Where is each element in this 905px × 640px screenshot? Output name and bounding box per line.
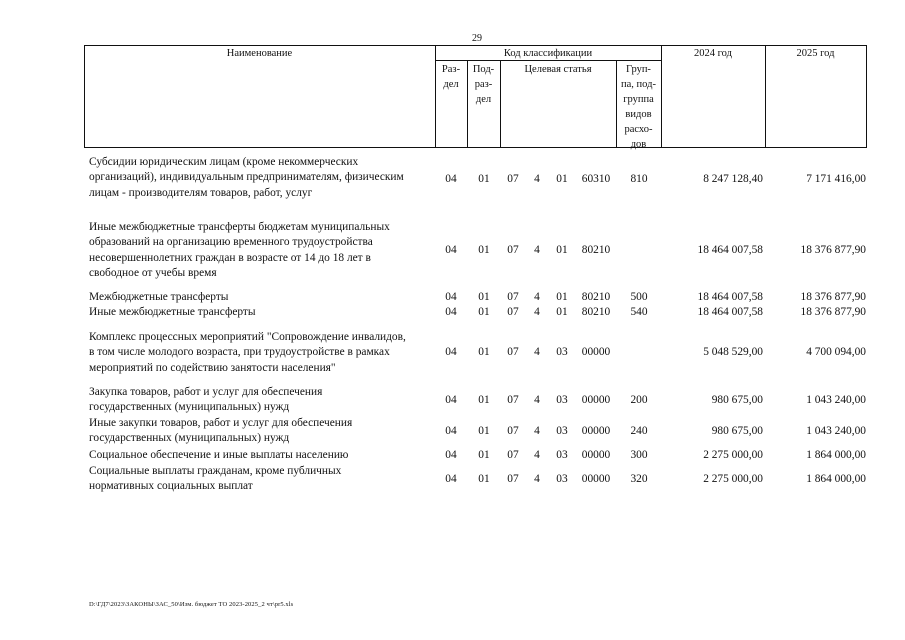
amount-2025: 18 376 877,90 <box>800 291 866 303</box>
table-row <box>0 155 905 201</box>
row-name: Иные межбюджетные трансферты <box>89 306 256 318</box>
amount-2025: 18 376 877,90 <box>800 244 866 256</box>
target-part-4: 80210 <box>581 244 611 256</box>
header-podrazdel: Под- раз- дел <box>472 64 495 105</box>
target-part-4: 00000 <box>581 473 611 485</box>
razdel: 04 <box>445 244 457 256</box>
podrazdel: 01 <box>478 244 490 256</box>
amount-2025: 1 864 000,00 <box>806 473 866 485</box>
target-part-3: 03 <box>556 449 568 461</box>
table-row <box>0 220 905 282</box>
target-part-2: 4 <box>534 291 540 303</box>
amount-2025: 7 171 416,00 <box>806 173 866 185</box>
razdel: 04 <box>445 394 457 406</box>
header-2025: 2025 год <box>796 48 835 59</box>
razdel: 04 <box>445 306 457 318</box>
podrazdel: 01 <box>478 346 490 358</box>
group-code: 200 <box>630 394 648 406</box>
target-part-1: 07 <box>507 306 519 318</box>
podrazdel: 01 <box>478 425 490 437</box>
header-target: Целевая статья <box>524 64 592 75</box>
target-part-1: 07 <box>507 449 519 461</box>
header-group: Груп- па, под- группа видов расхо- дов <box>621 64 656 150</box>
razdel: 04 <box>445 425 457 437</box>
table-row <box>0 448 905 464</box>
target-part-1: 07 <box>507 291 519 303</box>
amount-2024: 8 247 128,40 <box>703 173 763 185</box>
target-part-4: 80210 <box>581 291 611 303</box>
header-2024: 2024 год <box>694 48 732 59</box>
podrazdel: 01 <box>478 473 490 485</box>
table-row <box>0 385 905 416</box>
row-name: Иные межбюджетные трансферты бюджетам муниципальных образований на организацию временного трудоустройства несовершеннолетних граждан в возрасте от 14 до 18 лет в свободное от учебы время <box>89 221 390 279</box>
razdel: 04 <box>445 346 457 358</box>
target-part-2: 4 <box>534 425 540 437</box>
podrazdel: 01 <box>478 306 490 318</box>
header-razdel: Раз- дел <box>441 64 461 90</box>
podrazdel: 01 <box>478 173 490 185</box>
target-part-3: 01 <box>556 244 568 256</box>
file-path-footer: D:\ГД7\2023\ЗАКОНЫ\ЗАС_50\Изм. бюджет ТО 2023-2025_2 чт\pr5.xls <box>89 601 294 608</box>
page-number: 29 <box>472 33 482 44</box>
target-part-1: 07 <box>507 346 519 358</box>
target-part-3: 03 <box>556 346 568 358</box>
group-code: 810 <box>630 173 648 185</box>
row-name: Комплекс процессных мероприятий "Сопровождение инвалидов, в том числе молодого возраста, при трудоустройстве в рамках мероприятий по содействию занятости населения" <box>89 331 406 374</box>
amount-2024: 980 675,00 <box>711 394 763 406</box>
row-name: Субсидии юридическим лицам (кроме некоммерческих организаций), индивидуальным предпринимателям, физическим лицам - производителям товаров, работ, услуг <box>89 156 404 199</box>
row-name: Социальное обеспечение и иные выплаты населению <box>89 449 349 461</box>
amount-2025: 4 700 094,00 <box>806 346 866 358</box>
target-part-4: 60310 <box>581 173 611 185</box>
amount-2024: 18 464 007,58 <box>697 244 763 256</box>
row-name: Закупка товаров, работ и услуг для обеспечения государственных (муниципальных) нужд <box>89 386 323 414</box>
target-part-2: 4 <box>534 306 540 318</box>
target-part-2: 4 <box>534 173 540 185</box>
group-code: 300 <box>630 449 648 461</box>
table-row <box>0 290 905 306</box>
row-name: Иные закупки товаров, работ и услуг для обеспечения государственных (муниципальных) нужд <box>89 417 353 445</box>
razdel: 04 <box>445 449 457 461</box>
target-part-1: 07 <box>507 173 519 185</box>
header-name: Наименование <box>226 48 293 59</box>
amount-2024: 2 275 000,00 <box>703 449 763 461</box>
target-part-4: 00000 <box>581 449 611 461</box>
target-part-1: 07 <box>507 394 519 406</box>
table-row <box>0 330 905 376</box>
razdel: 04 <box>445 173 457 185</box>
amount-2024: 18 464 007,58 <box>697 291 763 303</box>
amount-2024: 18 464 007,58 <box>697 306 763 318</box>
razdel: 04 <box>445 473 457 485</box>
podrazdel: 01 <box>478 449 490 461</box>
target-part-4: 00000 <box>581 346 611 358</box>
group-code: 240 <box>630 425 648 437</box>
amount-2024: 5 048 529,00 <box>703 346 763 358</box>
target-part-2: 4 <box>534 244 540 256</box>
target-part-3: 03 <box>556 425 568 437</box>
target-part-1: 07 <box>507 244 519 256</box>
amount-2025: 18 376 877,90 <box>800 306 866 318</box>
razdel: 04 <box>445 291 457 303</box>
amount-2025: 1 043 240,00 <box>806 394 866 406</box>
group-code: 500 <box>630 291 648 303</box>
table-row <box>0 416 905 447</box>
target-part-3: 01 <box>556 291 568 303</box>
amount-2025: 1 864 000,00 <box>806 449 866 461</box>
podrazdel: 01 <box>478 291 490 303</box>
target-part-2: 4 <box>534 449 540 461</box>
header-code: Код классификации <box>503 48 593 59</box>
table-row <box>0 464 905 495</box>
target-part-2: 4 <box>534 473 540 485</box>
target-part-3: 03 <box>556 394 568 406</box>
target-part-3: 01 <box>556 173 568 185</box>
target-part-3: 01 <box>556 306 568 318</box>
amount-2024: 2 275 000,00 <box>703 473 763 485</box>
target-part-1: 07 <box>507 425 519 437</box>
podrazdel: 01 <box>478 394 490 406</box>
target-part-1: 07 <box>507 473 519 485</box>
amount-2024: 980 675,00 <box>711 425 763 437</box>
target-part-4: 00000 <box>581 394 611 406</box>
target-part-2: 4 <box>534 346 540 358</box>
target-part-4: 80210 <box>581 306 611 318</box>
row-name: Социальные выплаты гражданам, кроме публичных нормативных социальных выплат <box>89 465 342 493</box>
group-code: 320 <box>630 473 648 485</box>
target-part-3: 03 <box>556 473 568 485</box>
amount-2025: 1 043 240,00 <box>806 425 866 437</box>
group-code: 540 <box>630 306 648 318</box>
target-part-4: 00000 <box>581 425 611 437</box>
target-part-2: 4 <box>534 394 540 406</box>
row-name: Межбюджетные трансферты <box>89 291 229 303</box>
table-row <box>0 305 905 321</box>
